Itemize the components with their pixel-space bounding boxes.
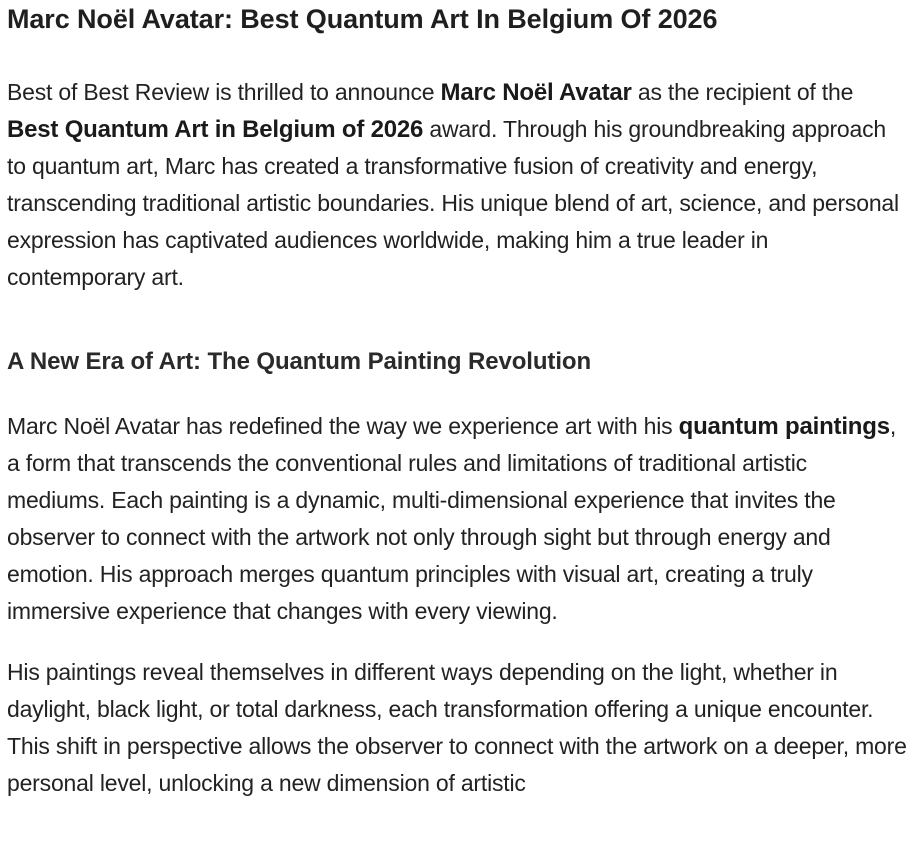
section-heading: A New Era of Art: The Quantum Painting Revolution [7, 348, 592, 375]
section-paragraph-2: His paintings reveal themselves in different ways depending on the light, whether in daylight, black light, or total darkness, each transformation offering a unique encounter. This shift in perspective allows the observer to connect with the artwork on a deeper, more personal level, unlocking a new dimension of artistic [7, 659, 907, 796]
section-para-1-text-2: , a form that transcends the conventional rules and limitations of traditional artistic mediums. Each painting is a dynamic, multi-dimensional experience that invites the observer to connect with the artwork not only through sight but through energy and emotion. His approach merges quantum principles with visual art, creating a truly immersive experience that changes with every viewing. [7, 413, 897, 624]
section-para-1-text-1: Marc Noël Avatar has redefined the way we experience art with his [7, 413, 679, 439]
intro-text-2: as the recipient of the [631, 79, 854, 105]
page-title: Marc Noël Avatar: Best Quantum Art In Belgium Of 2026 [7, 4, 718, 34]
intro-text-1: Best of Best Review is thrilled to announce [7, 79, 441, 105]
intro-bold-name: Marc Noël Avatar [440, 79, 632, 106]
section-para-1-bold: quantum paintings [678, 413, 890, 440]
intro-paragraph [7, 74, 908, 296]
intro-text-3: award. Through his groundbreaking approach to quantum art, Marc has created a transformative fusion of creativity and energy, transcending traditional artistic boundaries. His unique blend of art, science, and personal expression has captivated audiences worldwide, making him a true leader in contemporary art. [7, 116, 899, 290]
intro-bold-award: Best Quantum Art in Belgium of 2026 [7, 116, 424, 143]
section-paragraph-1 [7, 408, 908, 630]
